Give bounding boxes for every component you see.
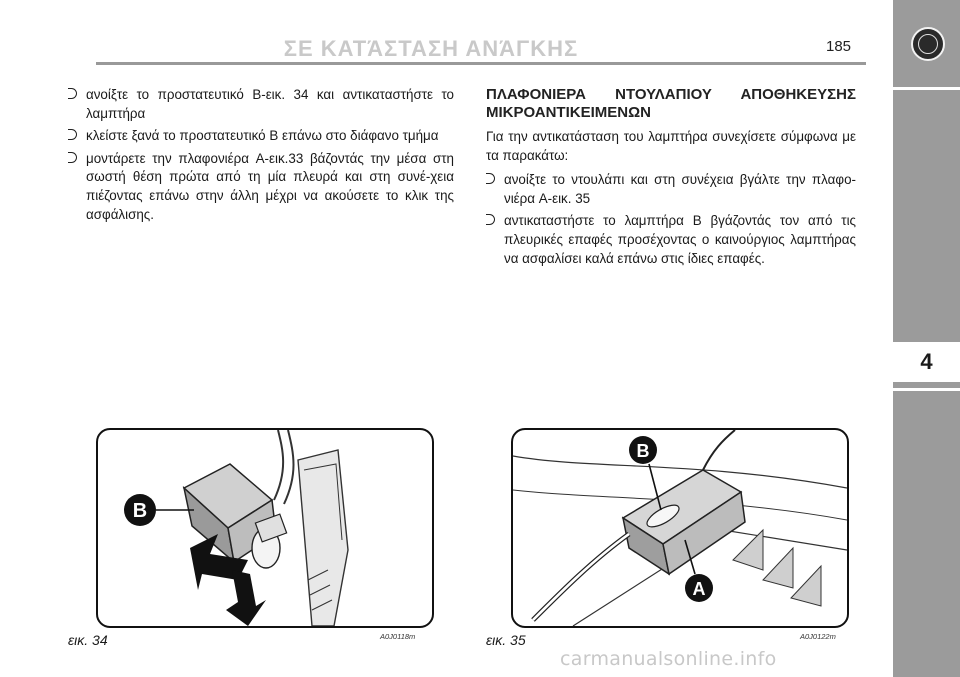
glovebox-lamp-illustration — [513, 430, 847, 626]
figure-code: A0J0122m — [800, 632, 836, 641]
bullet-icon — [486, 173, 495, 184]
list-item — [486, 212, 856, 268]
sidebar-divider — [893, 388, 960, 391]
left-text-column — [68, 86, 454, 228]
list-item — [68, 86, 454, 123]
figure-35-illustration — [511, 428, 849, 628]
sidebar-divider — [893, 87, 960, 90]
figure-34-illustration — [96, 428, 434, 628]
list-item — [486, 171, 856, 208]
list-item-text: ανοίξτε το ντουλάπι και στη συνέχεια βγάλτε την πλαφο-νιέρα A-εικ. 35 — [504, 172, 856, 206]
header-rule — [96, 62, 866, 65]
page-header-title: ΣΕ ΚΑΤΆΣΤΑΣΗ ΑΝΆΓΚΗΣ — [283, 36, 579, 61]
list-item-text: ανοίξτε το προστατευτικό B-εικ. 34 και αντικαταστήστε το λαμπτήρα — [86, 87, 454, 121]
list-item-text: κλείστε ξανά το προστατευτικό B επάνω στο διάφανο τμήμα — [86, 128, 439, 144]
figure-caption: εικ. 35 — [486, 632, 526, 648]
right-text-column — [486, 86, 856, 272]
list-item-text: αντικαταστήστε το λαμπτήρα B βγάζοντάς τον από τις πλευρικές επαφές προσέχοντας ο καινούργιος λαμπτήρας να ασφαλίσει καλά επάνω στις ίδιες επαφές. — [504, 213, 856, 266]
bullet-icon — [486, 214, 495, 225]
list-item — [68, 150, 454, 224]
svg-text:B: B — [132, 500, 148, 522]
section-heading: ΠΛΑΦΟΝΙΕΡΑ ΝΤΟΥΛΑΠΙΟΥ ΑΠΟΘΗΚΕΥΣΗΣ ΜΙΚΡΟΑΝΤΙΚΕΙΜΕΝΩΝ — [486, 86, 856, 121]
lamp-cover-illustration — [98, 430, 432, 626]
figure-caption: εικ. 34 — [68, 632, 108, 648]
bullet-icon — [68, 152, 77, 163]
svg-text:A: A — [692, 579, 706, 599]
alfa-romeo-logo-icon — [911, 27, 945, 61]
bullet-icon — [68, 88, 77, 99]
list-item-text: μοντάρετε την πλαφονιέρα A-εικ.33 βάζοντάς την μέσα στη σωστή θέση πρώτα από τη μία πλευρά και στη συνέ-χεια πιέζοντας επάνω στην άλλη μέχρι να ακούσετε το κλικ της ασφάλισης. — [86, 150, 454, 222]
section-intro: Για την αντικατάσταση του λαμπτήρα συνεχίσετε σύμφωνα με τα παρακάτω: — [486, 129, 856, 163]
chapter-number-tab[interactable]: 4 — [893, 342, 960, 382]
page-number: 185 — [826, 38, 852, 55]
figure-code: A0J0118m — [380, 632, 416, 641]
svg-text:B: B — [636, 441, 650, 461]
chapter-sidebar — [893, 0, 960, 677]
bullet-icon — [68, 129, 77, 140]
list-item — [68, 127, 454, 146]
watermark-text: carmanualsonline.info — [560, 648, 777, 670]
